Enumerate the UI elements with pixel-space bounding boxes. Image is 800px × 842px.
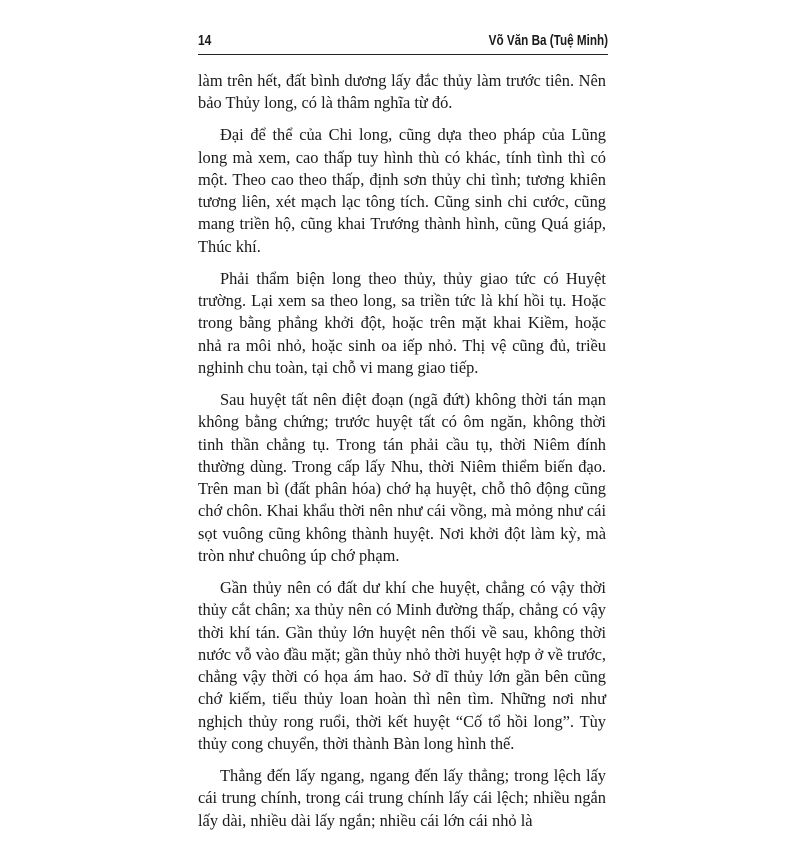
page-number: 14 (198, 32, 212, 49)
paragraph-5: Gần thủy nên có đất dư khí che huyệt, chẳng có vậy thời thủy cắt chân; xa thủy nên có Minh đường thấp, chẳng có vậy thời khí tán. Gần thủy lớn huyệt nên thối về sau, không thời nước vỗ vào đầu mặt; gần thủy nhỏ thời huyệt hợp ở về trước, chẳng vậy thời có họa ám hao. Sở dĩ thủy lớn gần bên cũng chớ kiếm, tiểu thủy loan hoàn thì nên tìm. Những nơi như nghịch thủy rong ruổi, thời kết huyệt “Cố tổ hồi long”. Tùy thủy cong chuyển, thời thành Bàn long hình thế. (198, 577, 606, 754)
paragraph-2: Đại để thể của Chi long, cũng dựa theo pháp của Lũng long mà xem, cao thấp tuy hình thù có khác, tính tình thì có một. Theo cao theo thấp, định sơn thủy chi tình; tương khiên tương liên, xét mạch lạc tông tích. Cũng sinh chi cước, cũng mang triền hộ, cũng khai Trướng thành hình, cũng Quá giáp, Thúc khí. (198, 125, 606, 256)
body-text (198, 70, 606, 842)
paragraph-6: Thẳng đến lấy ngang, ngang đến lấy thẳng; trong lệch lấy cái trung chính, trong cái trung chính lấy cái lệch; nhiều ngắn lấy dài, nhiều dài lấy ngắn; nhiều cái lớn cái nhỏ là (198, 766, 606, 830)
header-rule (198, 54, 608, 55)
paragraph-4: Sau huyệt tất nên điệt đoạn (ngã đứt) không thời tán mạn không bằng chứng; trước huyệt tất có ôm ngăn, không thời tinh thần chẳng tụ. Trong tán phải cầu tụ, thời Niêm đính thường dùng. Trong cấp lấy Nhu, thời Niêm thiểm biến đạo. Trên man bì (đất phân hóa) chớ hạ huyệt, chỗ thô động cũng chớ chôn. Khai khẩu thời nên như cái vồng, mà mỏng như cái sọt vuông cũng không thành huyệt. Nơi khởi đột làm kỳ, mà tròn như chuông úp chớ phạm. (198, 389, 606, 565)
running-header (198, 30, 608, 52)
paragraph-3: Phải thẩm biện long theo thủy, thủy giao tức có Huyệt trường. Lại xem sa theo long, sa triền tức là khí hồi tụ. Hoặc trong bằng phẳng khởi đột, hoặc trên mặt khai Kiềm, hoặc nhả ra môi nhỏ, hoặc sinh oa iếp nhỏ. Thị vệ cũng đủ, triều nghinh chu toàn, tại chỗ vi mang giao tiếp. (198, 268, 606, 377)
paragraph-1: làm trên hết, đất bình dương lấy đắc thủy làm trước tiên. Nên bảo Thủy long, có là thâm nghĩa từ đó. (198, 71, 606, 113)
header-author: Võ Văn Ba (Tuệ Minh) (488, 32, 608, 49)
